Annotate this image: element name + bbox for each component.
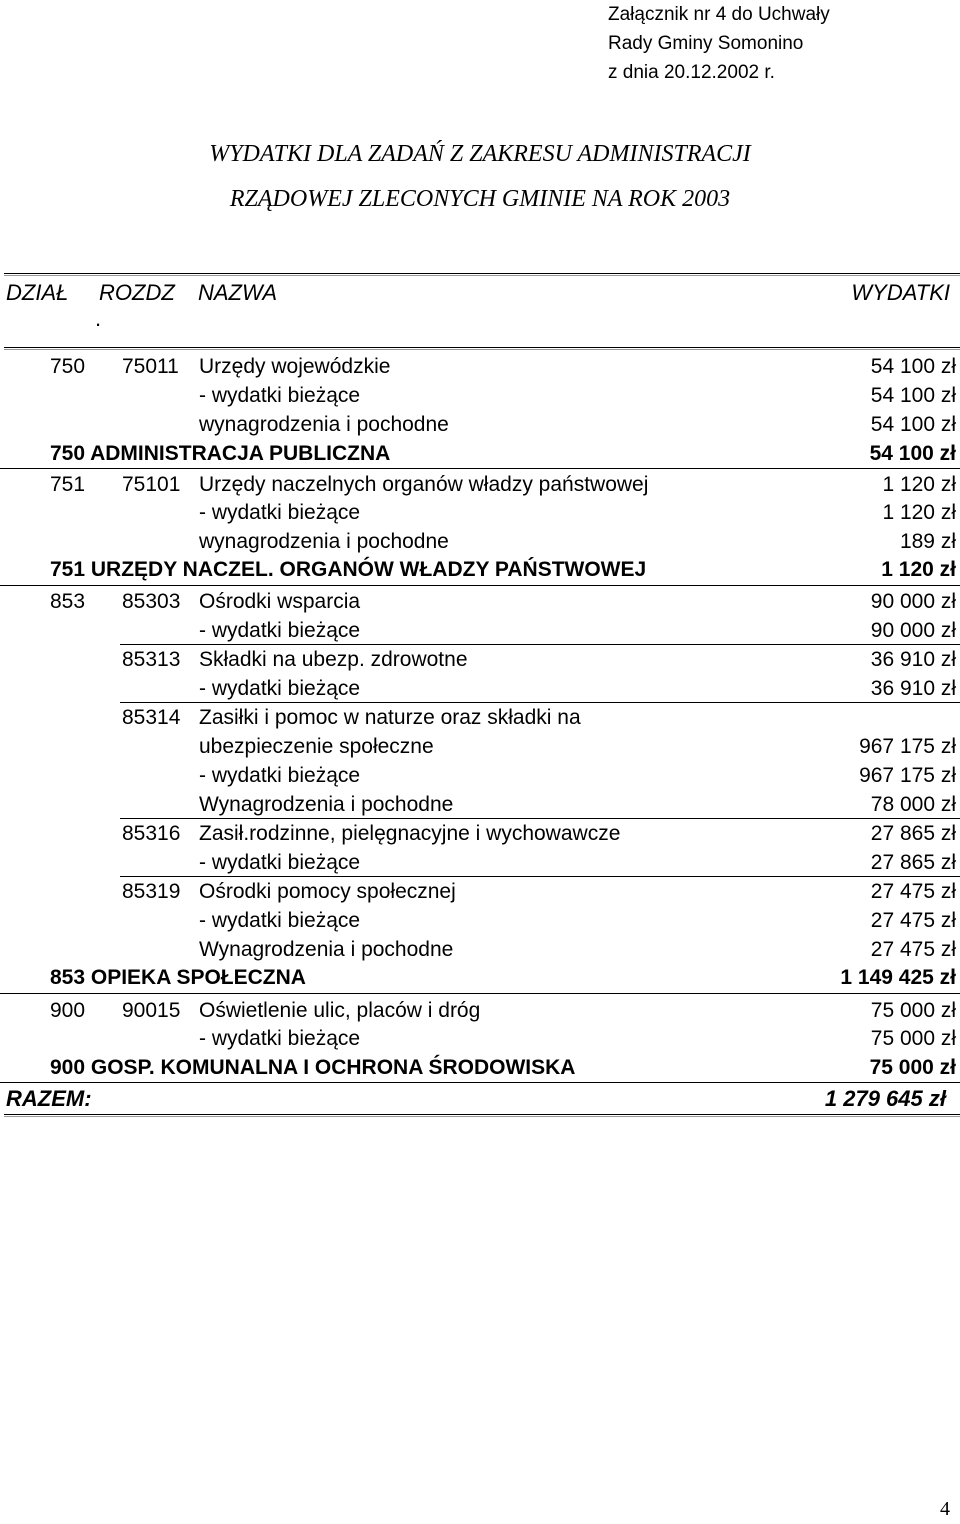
table-row: [0, 906, 960, 935]
kwota-cell: 36 910 zł: [870, 677, 956, 700]
kwota-cell: 75 000 zł: [870, 999, 956, 1022]
header-rozdz: ROZDZ: [99, 280, 175, 305]
title-line-1: WYDATKI DLA ZADAŃ Z ZAKRESU ADMINISTRACJI: [209, 141, 751, 167]
rozdz-cell: 85303: [122, 590, 181, 613]
annex-line-1: Załącznik nr 4 do Uchwały: [608, 4, 830, 25]
table-row: [0, 761, 960, 790]
section-divider: [0, 1082, 960, 1083]
kwota-cell: 967 175 zł: [859, 764, 956, 787]
annex-note: [608, 0, 830, 87]
title-line-2: RZĄDOWEJ ZLECONYCH GMINIE NA ROK 2003: [229, 186, 731, 212]
dzial-cell: 750: [50, 355, 86, 378]
section-divider: [0, 993, 960, 994]
page-number: 4: [940, 1498, 950, 1520]
table-row: [0, 674, 960, 703]
rozdz-cell: 85316: [122, 822, 181, 845]
nazwa-cell: Wynagrodzenia i pochodne: [199, 938, 454, 961]
kwota-cell: 967 175 zł: [859, 735, 956, 758]
table-row: [0, 587, 960, 616]
kwota-cell: 27 865 zł: [870, 851, 956, 874]
kwota-cell: 75 000 zł: [869, 1056, 956, 1079]
header-wydatki: WYDATKI: [851, 280, 950, 305]
nazwa-cell: - wydatki bieżące: [199, 501, 361, 524]
grand-total-label: RAZEM:: [6, 1086, 92, 1111]
table-row: [0, 935, 960, 964]
nazwa-cell: Urzędy wojewódzkie: [199, 355, 391, 378]
header-nazwa: NAZWA: [198, 280, 278, 305]
kwota-cell: 90 000 zł: [870, 590, 956, 613]
kwota-cell: 27 475 zł: [870, 938, 956, 961]
kwota-cell: 27 865 zł: [870, 822, 956, 845]
nazwa-cell: ubezpieczenie społeczne: [199, 735, 434, 758]
kwota-cell: 1 149 425 zł: [840, 966, 956, 989]
kwota-cell: 54 100 zł: [870, 384, 956, 407]
nazwa-cell: Ośrodki pomocy społecznej: [199, 880, 456, 903]
grand-total-row: [0, 1084, 960, 1114]
table-row: [0, 352, 960, 381]
table-row: [0, 703, 960, 732]
kwota-cell: 54 100 zł: [869, 442, 956, 465]
nazwa-cell: - wydatki bieżące: [199, 1027, 361, 1050]
nazwa-cell: - wydatki bieżące: [199, 764, 361, 787]
nazwa-cell: Ośrodki wsparcia: [199, 590, 361, 613]
grand-total-amount: 1 279 645 zł: [824, 1086, 946, 1111]
nazwa-cell: wynagrodzenia i pochodne: [199, 413, 449, 436]
table-row: [0, 498, 960, 527]
section-total-row: [0, 555, 960, 584]
table-row: [0, 732, 960, 761]
table-row: [0, 381, 960, 410]
nazwa-cell: - wydatki bieżące: [199, 909, 361, 932]
section-title: 853 OPIEKA SPOŁECZNA: [50, 966, 306, 989]
rozdz-cell: 85313: [122, 648, 181, 671]
section-divider: [0, 585, 960, 586]
kwota-cell: 54 100 zł: [870, 413, 956, 436]
table-row: [0, 616, 960, 645]
table-row: [0, 819, 960, 848]
kwota-cell: 27 475 zł: [870, 909, 956, 932]
nazwa-cell: Zasił.rodzinne, pielęgnacyjne i wychowawcze: [199, 822, 621, 845]
kwota-cell: 75 000 zł: [870, 1027, 956, 1050]
section-total-row: [0, 439, 960, 468]
table-row: [0, 790, 960, 819]
kwota-cell: 90 000 zł: [870, 619, 956, 642]
table-row: [0, 848, 960, 877]
kwota-cell: 189 zł: [899, 530, 956, 553]
rozdz-cell: 85314: [122, 706, 181, 729]
nazwa-cell: Składki na ubezp. zdrowotne: [199, 648, 468, 671]
annex-line-2: Rady Gminy Somonino: [608, 33, 804, 54]
rozdz-cell: 85319: [122, 880, 181, 903]
dzial-cell: 853: [50, 590, 86, 613]
header-bottom-rule: [4, 347, 960, 350]
nazwa-cell: - wydatki bieżące: [199, 677, 361, 700]
table-row: [0, 1024, 960, 1053]
rozdz-cell: 75101: [122, 473, 181, 496]
dzial-cell: 751: [50, 473, 86, 496]
nazwa-cell: - wydatki bieżące: [199, 384, 361, 407]
header-rozdz-dot: .: [95, 306, 102, 331]
kwota-cell: 1 120 zł: [882, 473, 956, 496]
table-row: [0, 645, 960, 674]
header-dzial: DZIAŁ: [6, 280, 69, 305]
nazwa-cell: Zasiłki i pomoc w naturze oraz składki na: [199, 706, 581, 729]
section-divider: [0, 468, 960, 469]
nazwa-cell: wynagrodzenia i pochodne: [199, 530, 449, 553]
nazwa-cell: Oświetlenie ulic, placów i dróg: [199, 999, 481, 1022]
kwota-cell: 1 120 zł: [882, 501, 956, 524]
kwota-cell: 78 000 zł: [870, 793, 956, 816]
section-total-row: [0, 963, 960, 992]
table-row: [0, 470, 960, 499]
table-row: [0, 877, 960, 906]
table-row: [0, 996, 960, 1025]
kwota-cell: 54 100 zł: [870, 355, 956, 378]
rozdz-cell: 75011: [122, 355, 179, 378]
dzial-cell: 900: [50, 999, 86, 1022]
section-title: 751 URZĘDY NACZEL. ORGANÓW WŁADZY PAŃSTWOWEJ: [50, 558, 647, 581]
section-title: 750 ADMINISTRACJA PUBLICZNA: [50, 442, 391, 465]
rozdz-cell: 90015: [122, 999, 181, 1022]
header-top-rule: [4, 273, 960, 276]
kwota-cell: 36 910 zł: [870, 648, 956, 671]
grand-total-rule: [4, 1114, 960, 1117]
section-title: 900 GOSP. KOMUNALNA I OCHRONA ŚRODOWISKA: [50, 1056, 576, 1079]
nazwa-cell: Wynagrodzenia i pochodne: [199, 793, 454, 816]
kwota-cell: 1 120 zł: [881, 558, 956, 581]
annex-line-3: z dnia 20.12.2002 r.: [608, 62, 775, 83]
section-total-row: [0, 1053, 960, 1082]
nazwa-cell: - wydatki bieżące: [199, 851, 361, 874]
nazwa-cell: - wydatki bieżące: [199, 619, 361, 642]
table-row: [0, 410, 960, 439]
table-row: [0, 527, 960, 556]
kwota-cell: 27 475 zł: [870, 880, 956, 903]
nazwa-cell: Urzędy naczelnych organów władzy państwowej: [199, 473, 649, 496]
